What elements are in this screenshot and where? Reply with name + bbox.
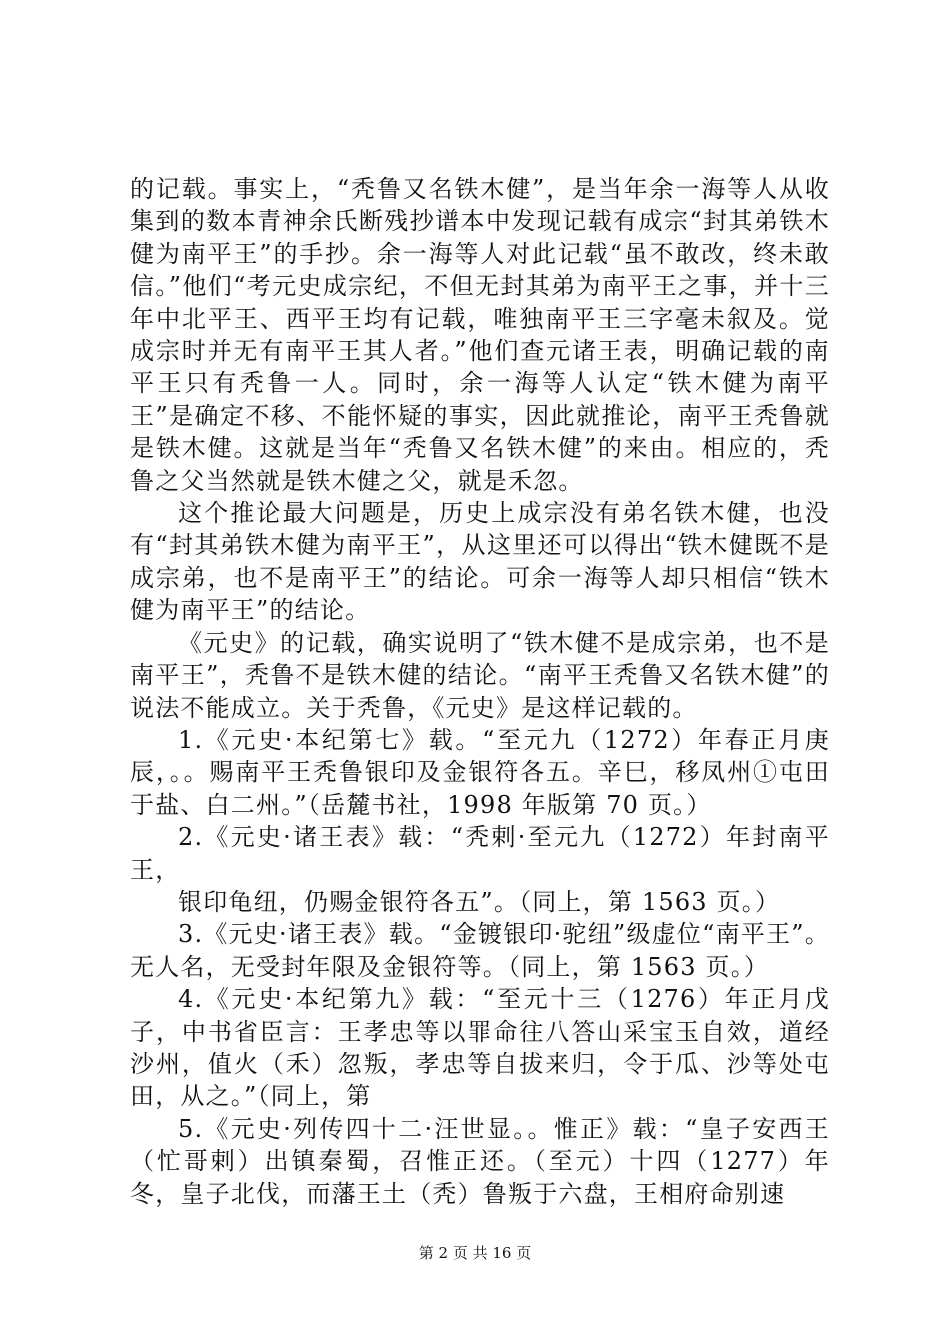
page-footer: 第 2 页 共 16 页 (418, 1244, 532, 1262)
paragraph: 1.《元史·本纪第七》载。“至元九（1272）年春正月庚辰，。。赐南平王秃鲁银印及金银符各五。辛巳，移凤州①屯田于盐、白二州。”（岳麓书社，1998 年版第 70 页。） (130, 725, 830, 819)
paragraph: 2.《元史·诸王表》载：“秃剌·至元九（1272）年封南平王， (130, 823, 830, 884)
paragraph: 的记载。事实上，“秃鲁又名铁木健”，是当年余一海等人从收集到的数本青神余氏断残抄谱本中发现记载有成宗“封其弟铁木健为南平王”的手抄。余一海等人对此记载“虽不敢改，终未敢信。”他们“考元史成宗纪，不但无封其弟为南平王之事，并十三年中北平王、西平王均有记载，唯独南平王三字毫未叙及。觉成宗时并无有南平王其人者。”他们查元诸王表，明确记载的南平王只有秃鲁一人。同时，余一海等人认定“铁木健为南平王”是确定不移、不能怀疑的事实，因此就推论，南平王秃鲁就是铁木健。这就是当年“秃鲁又名铁木健”的来由。相应的，秃鲁之父当然就是铁木健之父，就是禾忽。 (130, 175, 830, 495)
paragraph: 银印龟纽，仍赐金银符各五”。（同上，第 1563 页。） (178, 887, 781, 916)
paragraph: 3.《元史·诸王表》载。“金镀银印·驼纽”级虚位“南平王”。无人名，无受封年限及金银符等。（同上，第 1563 页。） (130, 920, 830, 981)
document-body (130, 173, 830, 1210)
paragraph: 5.《元史·列传四十二·汪世显。。惟正》载：“皇子安西王（忙哥剌）出镇秦蜀，召惟正还。（至元）十四（1277）年冬，皇子北伐，而藩王土（秃）鲁叛于六盘，王相府命别速 (130, 1114, 830, 1208)
paragraph: 4.《元史·本纪第九》载：“至元十三（1276）年正月戊子，中书省臣言：王孝忠等以罪命往八答山采宝玉自效，道经沙州，值火（禾）忽叛，孝忠等自拔来归，令于瓜、沙等处屯田，从之。”（同上，第 (130, 985, 830, 1111)
paragraph: 这个推论最大问题是，历史上成宗没有弟名铁木健，也没有“封其弟铁木健为南平王”，从这里还可以得出“铁木健既不是成宗弟，也不是南平王”的结论。可余一海等人却只相信“铁木健为南平王”的结论。 (130, 499, 830, 625)
paragraph: 《元史》的记载，确实说明了“铁木健不是成宗弟，也不是南平王”，秃鲁不是铁木健的结论。“南平王秃鲁又名铁木健”的说法不能成立。关于秃鲁，《元史》是这样记载的。 (130, 628, 830, 722)
